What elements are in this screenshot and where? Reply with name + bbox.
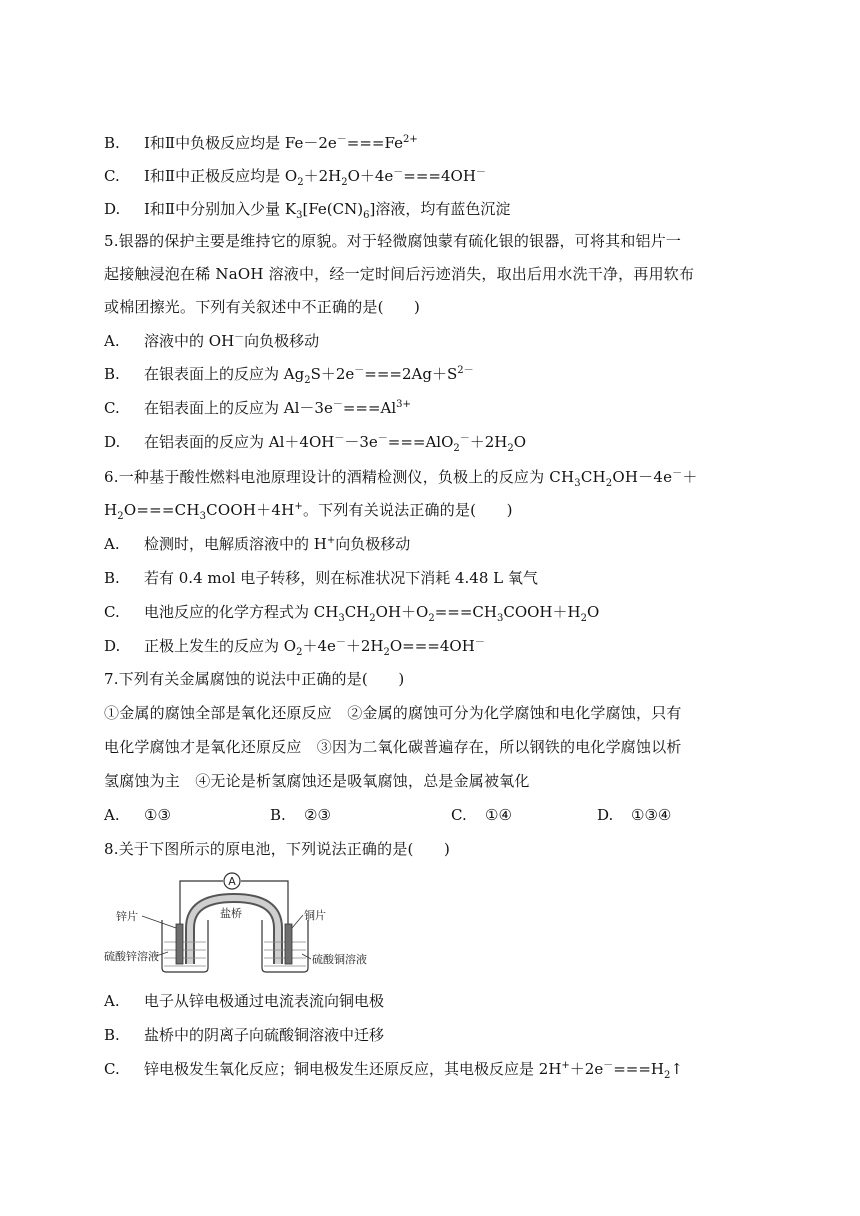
q5-option-b: B. 在银表面上的反应为 $Ag_2S+2e^-===2Ag+S^{2-}$ (104, 365, 474, 386)
q6-stem-line-2: $H_2O===CH_3COOH+4H^+$。下列有关说法正确的是( ) (104, 501, 513, 522)
copper-electrode (285, 924, 292, 964)
q6-option-d: D. 正极上发生的反应为 $O_2+4e^-+2H_2O===4OH^-$ (104, 637, 485, 658)
q8-stem: 8.关于下图所示的原电池，下列说法正确的是( ) (104, 840, 451, 858)
q5-option-d: D. 在铝表面的反应为 $Al+4OH^--3e^-===AlO_2^-+2H_2O$ (104, 433, 527, 454)
q7-option-c: C. ①④ (451, 806, 512, 824)
q6-stem-line-1: 6.一种基于酸性燃料电池原理设计的酒精检测仪，负极上的反应为 $CH_3CH_2OH-4e^-+$ (104, 468, 698, 489)
q5-stem-line-2: 起接触浸泡在稀 NaOH 溶液中，经一定时间后污迹消失，取出后用水洗干净，再用软布 (104, 265, 695, 283)
q8-option-c: C. 锌电极发生氧化反应；铜电极发生还原反应，其电极反应是 $2H^++2e^-===H_2↑$ (104, 1060, 683, 1081)
q4-option-d: D. Ⅰ和Ⅱ中分别加入少量 $K_3[Fe(CN)_6]$溶液，均有蓝色沉淀 (104, 200, 511, 221)
q7-option-d: D. ①③④ (597, 806, 672, 824)
q4-option-b: B. Ⅰ和Ⅱ中负极反应均是 $Fe-2e^-===Fe^{2+}$ (104, 134, 418, 152)
q8-option-a: A. 电子从锌电极通过电流表流向铜电极 (104, 992, 385, 1010)
copper-solution-label: 硫酸铜溶液 (312, 953, 367, 966)
q7-body-line-1: ①金属的腐蚀全部是氧化还原反应 ②金属的腐蚀可分为化学腐蚀和电化学腐蚀，只有 (104, 704, 682, 722)
ammeter-label: A (228, 875, 236, 888)
q7-option-b: B. ②③ (270, 806, 331, 824)
q6-option-b: B. 若有 0.4 mol 电子转移，则在标准状况下消耗 4.48 L 氧气 (104, 569, 538, 587)
q7-body-line-3: 氢腐蚀为主 ④无论是析氢腐蚀还是吸氧腐蚀，总是金属被氧化 (104, 772, 530, 790)
q8-option-b: B. 盐桥中的阴离子向硫酸铜溶液中迁移 (104, 1026, 385, 1044)
copper-label: 铜片 (304, 909, 326, 922)
galvanic-cell-figure (104, 872, 374, 976)
q6-option-c: C. 电池反应的化学方程式为 $CH_3CH_2OH+O_2===CH_3COOH+H_2O$ (104, 603, 600, 624)
q4-option-c: C. Ⅰ和Ⅱ中正极反应均是 $O_2+2H_2O+4e^-===4OH^-$ (104, 167, 486, 188)
salt-bridge-label: 盐桥 (220, 907, 242, 920)
zinc-solution-label: 硫酸锌溶液 (104, 950, 159, 963)
q6-option-a: A. 检测时，电解质溶液中的 H+向负极移动 (104, 535, 411, 553)
copper-leader (292, 915, 303, 928)
zinc-label: 锌片 (116, 910, 138, 923)
q7-stem: 7.下列有关金属腐蚀的说法中正确的是( ) (104, 670, 405, 688)
zinc-electrode (176, 924, 183, 964)
q5-stem-line-1: 5.银器的保护主要是维持它的原貌。对于轻微腐蚀蒙有硫化银的银器，可将其和铝片一 (104, 232, 682, 250)
q7-body-line-2: 电化学腐蚀才是氧化还原反应 ③因为二氧化碳普遍存在，所以钢铁的电化学腐蚀以析 (104, 738, 682, 756)
q5-option-a: A. 溶液中的 OH－向负极移动 (104, 332, 320, 350)
q7-option-a: A. ①③ (104, 806, 171, 824)
q5-stem-line-3: 或棉团擦光。下列有关叙述中不正确的是( ) (104, 298, 421, 316)
zinc-leader (142, 916, 176, 928)
q5-option-c: C. 在铝表面上的反应为 $Al-3e^-===Al^{3+}$ (104, 399, 411, 417)
